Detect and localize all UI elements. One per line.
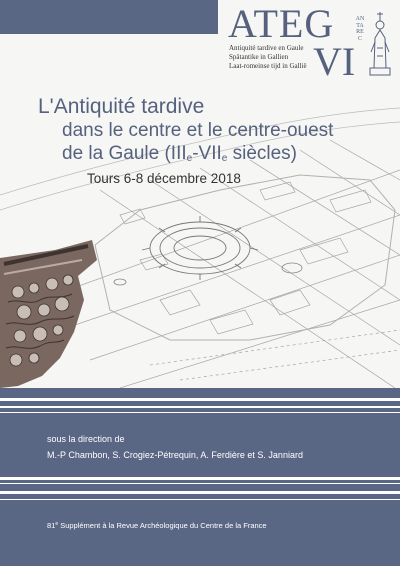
bottom-color-band [0,388,400,566]
white-stripe [0,491,400,494]
title-line-1: L'Antiquité tardive [38,95,205,118]
logo-vertical-text: ANTAREC [355,16,365,42]
logo-wordmark: ATEG [228,1,335,46]
logo-line-french: Antiquité tardive en Gaule [229,44,304,52]
title-line-3: de la Gaule ($III_e-VII_e$ siècles) [62,143,297,164]
white-stripe [0,499,400,500]
white-stripe [0,483,400,484]
series-note: 81e Supplément à la Revue Archéologique du Centre de la France [47,521,267,530]
carved-frieze-fragment [0,240,98,388]
white-stripe [0,406,400,408]
statue-icon [368,8,392,76]
direction-label: sous la direction de [47,434,125,444]
logo-line-german: Spätantike in Gallien [229,53,289,61]
top-color-band [0,0,218,34]
ateg-logo [228,1,396,84]
white-stripe [0,477,400,480]
event-date: Tours 6-8 décembre 2018 [87,171,241,186]
title-line-2: dans le centre et le centre-ouest [62,120,334,141]
logo-line-dutch: Laat-romeinse tijd in Gallië [229,62,307,70]
authors: M.-P Chambon, S. Crogiez-Pétrequin, A. Ferdière et S. Janniard [47,450,303,460]
white-stripe [0,398,400,401]
logo-numeral: VI [313,39,356,84]
white-stripe [0,412,400,413]
